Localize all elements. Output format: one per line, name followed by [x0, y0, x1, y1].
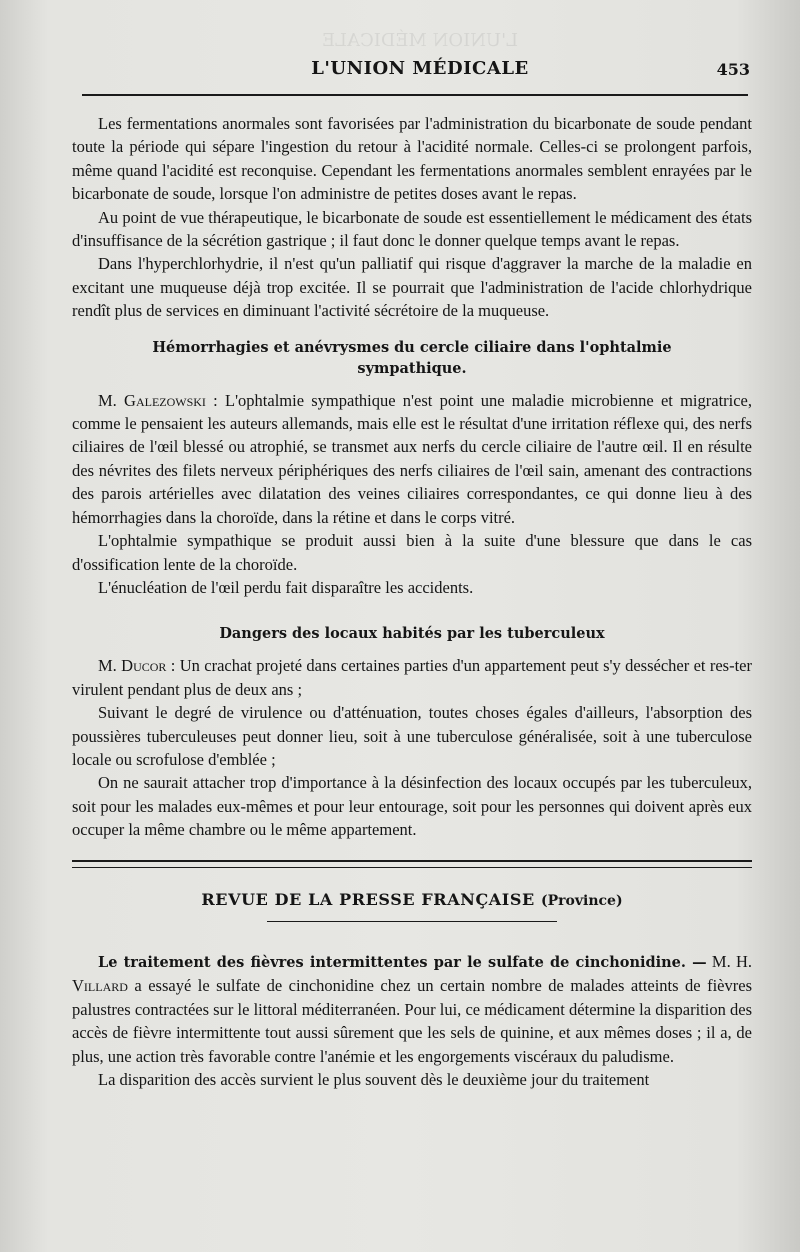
- article-title-cinchonidine: Le traitement des fièvres intermittentes par le sulfate de cinchonidine. —: [98, 953, 707, 971]
- hemorrhagies-paragraph-1: [72, 389, 752, 529]
- revue-title: REVUE DE LA PRESSE FRANÇAISE: [201, 889, 535, 909]
- cinchonidine-paragraph: [72, 950, 752, 1068]
- author-galezowski: M. Galezowski :: [98, 390, 218, 410]
- journal-title: L'UNION MÉDICALE: [311, 58, 529, 79]
- hemorrhagies-paragraph-2: L'ophtalmie sympathique se produit aussi bien à la suite d'une blessure que dans le cas d'ossification lente de la choroïde.: [72, 531, 752, 574]
- intro-paragraph-3: Dans l'hyperchlorhydrie, il n'est qu'un palliatif qui risque d'aggraver la marche de la maladie en excitant une muqueuse déjà trop excitée. Il se pourrait que l'administration de l'acide chlorhydrique rendît plus de services en diminuant l'activité sécrétoire de la muqueuse.: [72, 254, 752, 321]
- revue-rule: [267, 921, 557, 922]
- dangers-paragraph-2: Suivant le degré de virulence ou d'atténuation, toutes choses égales d'ailleurs, l'absorption des poussières tuberculeuses peut donner lieu, soit à une tuberculose généralisée, soit à une tuberculose locale ou scrofulose d'emblée ;: [72, 703, 752, 769]
- cinchonidine-text: a essayé le sulfate de cinchonidine chez un certain nombre de malades atteints de fièvres palustres contractées sur le littoral méditerranéen. Pour lui, ce médicament détermine la disparition des accès de fièvre intermittente tout aussi sûrement que les sels de quinine, et aux mêmes doses ; il a, de plus, une action très favorable contre l'anémie et les engorgements viscéraux du paludisme.: [72, 976, 752, 1066]
- page-body: [72, 112, 752, 1091]
- author-villard: M. H. Villard: [72, 951, 753, 996]
- section-title-hemorrhagies: Hémorrhagies et anévrysmes du cercle ciliaire dans l'ophtalmie sympathique.: [152, 338, 672, 377]
- dangers-paragraph-3: On ne saurait attacher trop d'importance à la désinfection des locaux occupés par les tuberculeux, soit pour les malades eux-mêmes et pour leur entourage, soit pour les personnes qui doivent après eux occuper la même chambre ou le même appartement.: [72, 773, 752, 840]
- section-title-dangers: Dangers des locaux habités par les tuberculeux: [219, 625, 605, 643]
- hemorrhagies-paragraph-3: L'énucléation de l'œil perdu fait disparaître les accidents.: [98, 577, 474, 597]
- section-double-rule: [72, 860, 752, 868]
- intro-paragraph-1: Les fermentations anormales sont favorisées par l'administration du bicarbonate de soude pendant toute la période qui sépare l'ingestion du retour à l'acidité normale. Celles-ci se prolongent parfois, même quand l'acidité est reconquise. Cependant les fermentations anormales semblent enrayées par le bicarbonate de soude, lorsque l'on administre de petites doses avant le repas.: [72, 114, 752, 204]
- intro-paragraph-2: Au point de vue thérapeutique, le bicarbonate de soude est essentiellement le médicament des états d'insuffisance de la sécrétion gastrique ; il faut donc le donner quelque temps avant le repas.: [72, 207, 752, 251]
- cinchonidine-last-line: La disparition des accès survient le plus souvent dès le deuxième jour du traitement: [98, 1070, 650, 1089]
- running-header: [90, 58, 750, 88]
- dangers-paragraph-1: [72, 654, 752, 701]
- revue-heading: [72, 888, 752, 913]
- header-rule: [82, 94, 748, 96]
- hemorrhagies-text-1: L'ophtalmie sympathique n'est point une maladie microbienne et migratrice, comme le pensaient les auteurs allemands, mais elle est le résultat d'une irritation réflexe qui, des nerfs ciliaires de l'œil blessé ou atrophié, se transmet aux nerfs du cercle ciliaire de l'autre œil. Il en résulte des névrites des filets nerveux périphériques des nerfs ciliaires de l'œil sain, amenant des contractions des parois artérielles avec dilatation des veines ciliaires correspondantes, ce qui donne lieu à des hémorrhagies dans la choroïde, dans la rétine et dans le corps vitré.: [72, 390, 753, 527]
- revue-subtitle: (Province): [541, 892, 623, 909]
- page-number: 453: [716, 60, 750, 79]
- dangers-text-1: Un crachat projeté dans certaines parties d'un appartement peut s'y dessécher et res-ter virulent pendant plus de deux ans ;: [72, 656, 753, 699]
- author-ducor: M. Ducor :: [98, 656, 176, 676]
- bleed-through-text: L'UNION MÉDICALE: [321, 30, 519, 51]
